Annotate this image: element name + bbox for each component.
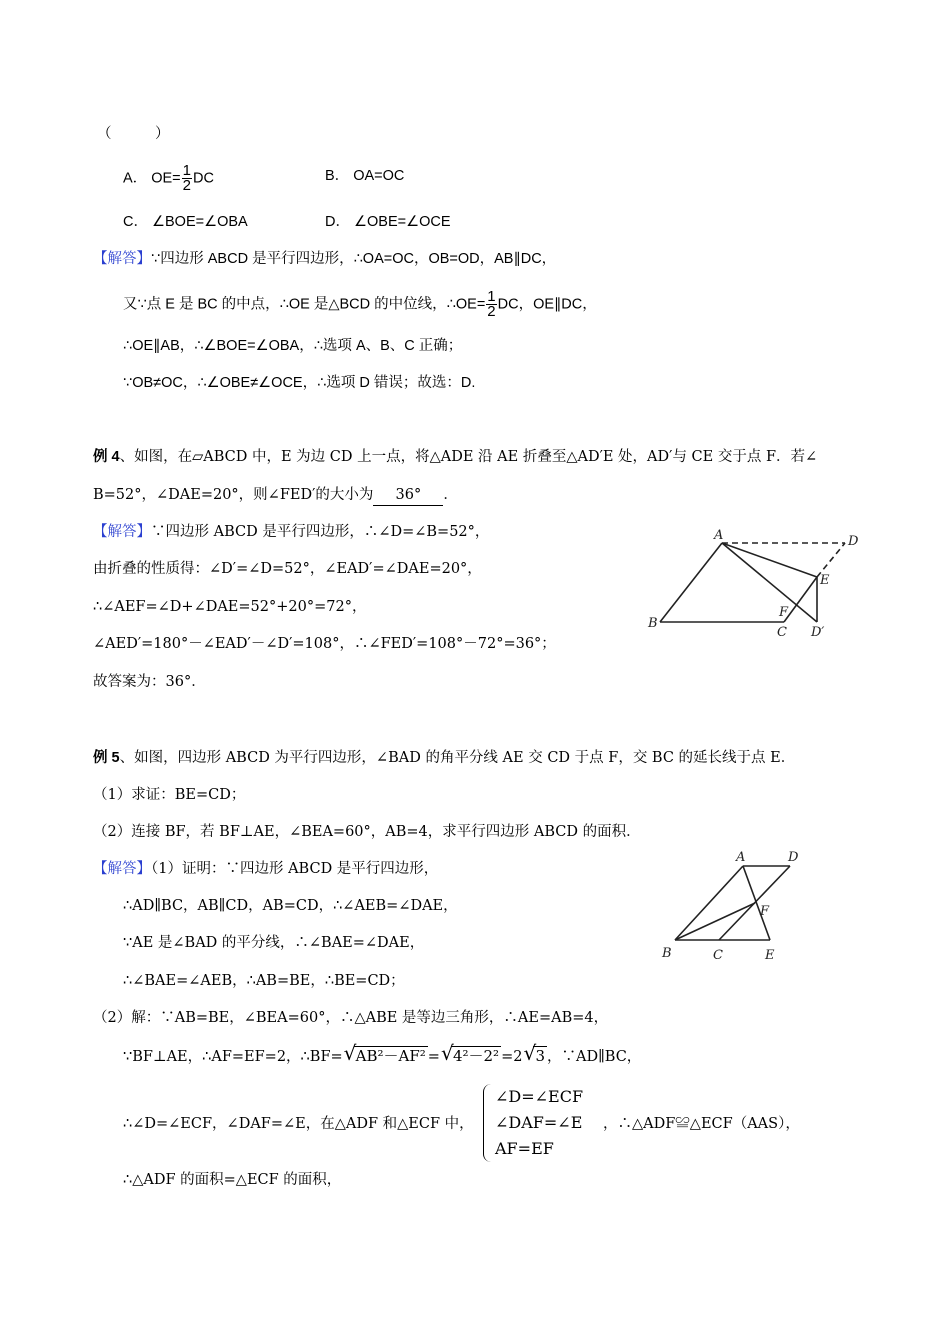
example4-solution-line2: 由折叠的性质得：∠D′=∠D=52°，∠EAD′=∠DAE=20°， bbox=[93, 561, 482, 577]
option-b: B． OA=OC bbox=[325, 168, 405, 184]
example5-figure bbox=[650, 845, 820, 970]
example5-solution-line2: ∴AD∥BC，AB∥CD，AB=CD，∴∠AEB=∠DAE， bbox=[123, 898, 458, 914]
system-row: ∠D=∠ECF bbox=[495, 1087, 584, 1106]
point-label-c: C bbox=[777, 625, 787, 640]
option-c: C． ∠BOE=∠OBA bbox=[123, 214, 248, 230]
system-row: AF=EF bbox=[495, 1139, 554, 1158]
example5-solution-line4: ∴∠BAE=∠AEB，∴AB=BE，∴BE=CD； bbox=[123, 973, 405, 989]
example5-statement-line1: 例 5、如图，四边形 ABCD 为平行四边形，∠BAD 的角平分线 AE 交 CD 于点 F，交 BC 的延长线于点 E． bbox=[93, 750, 796, 766]
q3-solution-line1: 【解答】∵四边形 ABCD 是平行四边形，∴OA=OC，OB=OD，AB∥DC， bbox=[93, 251, 557, 267]
q3-solution-line3: ∴OE∥AB，∴∠BOE=∠OBA，∴选项 A、B、C 正确； bbox=[123, 338, 463, 354]
example5-part1: （1）求证：BE=CD； bbox=[93, 787, 246, 803]
q3-solution-line4: ∵OB≠OC，∴∠OBE≠∠OCE，∴选项 D 错误；故选：D. bbox=[123, 375, 476, 391]
example4-figure bbox=[640, 525, 870, 650]
solution-label: 【解答】 bbox=[93, 251, 151, 267]
solution-label: 【解答】 bbox=[93, 524, 151, 540]
example4-solution-line1: 【解答】∵四边形 ABCD 是平行四边形，∴∠D=∠B=52°， bbox=[93, 524, 490, 540]
example5-solution-line6: ∵BF⊥AE，∴AF=EF=2，∴BF= √ AB²－AF² = √ 4²－2² =2 √ 3 ，∵AD∥BC， bbox=[123, 1041, 642, 1065]
option-d: D． ∠OBE=∠OCE bbox=[325, 214, 451, 230]
fraction-one-half: $\frac{1}{2}$ bbox=[487, 288, 496, 320]
sqrt-expression: √ 3 bbox=[523, 1041, 545, 1065]
point-label-b: B bbox=[662, 946, 672, 961]
example5-title: 例 5 bbox=[93, 750, 120, 766]
option-a-prefix: A． bbox=[123, 170, 148, 187]
example5-part2: （2）连接 BF，若 BF⊥AE，∠BEA=60°，AB=4，求平行四边形 ABCD 的面积． bbox=[93, 824, 641, 840]
point-label-d: D bbox=[848, 534, 859, 549]
point-label-f: F bbox=[779, 605, 789, 620]
example4-statement-line1: 例 4、如图，在▱ABCD 中，E 为边 CD 上一点，将△ADE 沿 AE 折叠至△AD′E 处，AD′与 CE 交于点 F．若∠ bbox=[93, 449, 818, 465]
option-a-text-after: DC bbox=[192, 170, 214, 187]
point-label-b: B bbox=[648, 616, 658, 631]
point-label-d: D bbox=[788, 850, 799, 865]
point-label-d-prime: D′ bbox=[811, 625, 825, 640]
point-label-e: E bbox=[765, 948, 775, 963]
left-brace bbox=[483, 1084, 492, 1162]
example5-solution-line7: ∴∠D=∠ECF，∠DAF=∠E，在△ADF 和△ECF 中， bbox=[123, 1116, 474, 1132]
equation-system bbox=[483, 1084, 583, 1162]
fraction-one-half: $\frac{1}{2}$ bbox=[182, 162, 191, 194]
point-label-c: C bbox=[713, 948, 723, 963]
example5-solution-line7-after: ，∴△ADF≌△ECF（AAS）， bbox=[603, 1116, 800, 1132]
solution-label: 【解答】 bbox=[93, 861, 151, 877]
example4-solution-line5: 故答案为：36°． bbox=[93, 674, 206, 690]
system-row: ∠DAF=∠E bbox=[495, 1113, 583, 1132]
example5-solution-line3: ∵AE 是∠BAD 的平分线，∴∠BAE=∠DAE， bbox=[123, 935, 425, 951]
example4-solution-line3: ∴∠AEF=∠D+∠DAE=52°+20°=72°， bbox=[93, 599, 367, 615]
example4-title: 例 4 bbox=[93, 449, 120, 465]
option-a-text: OE= bbox=[151, 170, 181, 187]
point-label-a: A bbox=[714, 528, 724, 543]
point-label-a: A bbox=[736, 850, 746, 865]
answer-bracket: （ ） bbox=[97, 126, 170, 142]
answer-blank: 36° bbox=[373, 485, 443, 506]
option-a bbox=[123, 164, 214, 193]
example5-solution-line5: （2）解：∵AB=BE，∠BEA=60°，∴△ABE 是等边三角形，∴AE=AB=4， bbox=[93, 1010, 609, 1026]
example5-solution-line1: 【解答】（1）证明：∵四边形 ABCD 是平行四边形， bbox=[93, 861, 439, 877]
example4-statement-line2: B=52°，∠DAE=20°，则∠FED′的大小为 36° ． bbox=[93, 485, 458, 506]
sqrt-expression: √ AB²－AF² bbox=[343, 1041, 426, 1065]
point-label-f: F bbox=[760, 904, 770, 919]
example5-solution-line8: ∴△ADF 的面积=△ECF 的面积， bbox=[123, 1172, 342, 1188]
q3-solution-line2: 又∵点 E 是 BC 的中点，∴OE 是△BCD 的中位线，∴OE= $\frac{1}{2}$ DC，OE∥DC， bbox=[123, 288, 597, 320]
point-label-e: E bbox=[820, 573, 830, 588]
sqrt-expression: √ 4²－2² bbox=[440, 1041, 500, 1065]
example4-solution-line4: ∠AED′=180°－∠EAD′－∠D′=108°，∴∠FED′=108°－72°=36°； bbox=[93, 636, 556, 652]
